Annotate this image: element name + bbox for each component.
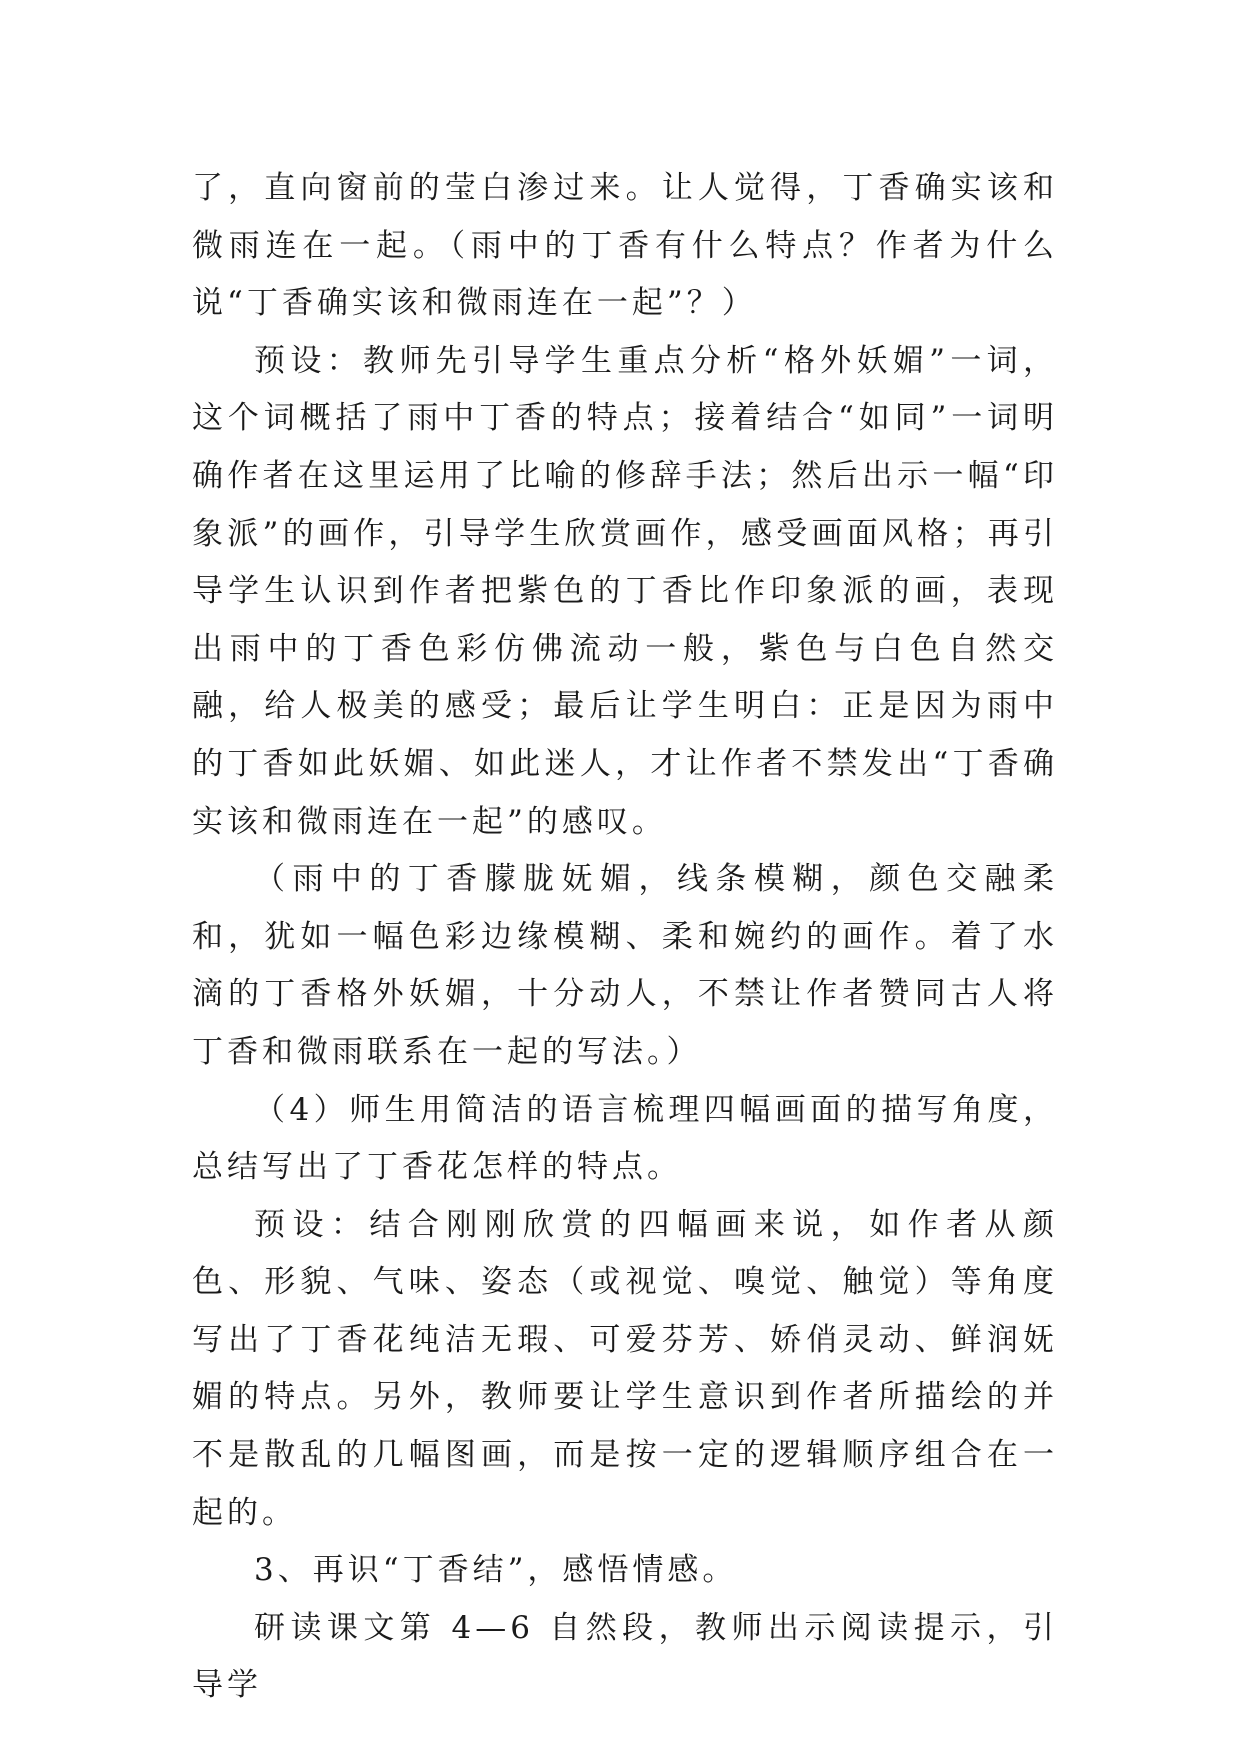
paragraph-6: 3、再识“丁香结”，感悟情感。 bbox=[254, 1552, 738, 1589]
paragraph-2: 预设：教师先引导学生重点分析“格外妖媚”一词，这个词概括了雨中丁香的特点；接着结合“如同”一词明确作者在这里运用了比喻的修辞手法；然后出示一幅“印象派”的画作，引导学生欣赏画作，感受画面风格；再引导学生认识到作者把紫色的丁香比作印象派的画，表现出雨中的丁香色彩仿佛流动一般，紫色与白色自然交融，给人极美的感受；最后让学生明白：正是因为雨中的丁香如此妖媚、如此迷人，才让作者不禁发出“丁香确实该和微雨连在一起”的感叹。 bbox=[192, 342, 1058, 840]
document-body bbox=[192, 160, 1058, 1715]
paragraph-1: 了，直向窗前的莹白渗过来。让人觉得，丁香确实该和微雨连在一起。（雨中的丁香有什么特点？作者为什么说“丁香确实该和微雨连在一起”？） bbox=[192, 170, 1058, 322]
paragraph-5: 预设：结合刚刚欣赏的四幅画来说，如作者从颜色、形貌、气味、姿态（或视觉、嗅觉、触觉）等角度写出了丁香花纯洁无瑕、可爱芬芳、娇俏灵动、鲜润妩媚的特点。另外，教师要让学生意识到作者所描绘的并不是散乱的几幅图画，而是按一定的逻辑顺序组合在一起的。 bbox=[192, 1206, 1058, 1531]
paragraph-7: 研读课文第 4—6 自然段，教师出示阅读提示，引导学 bbox=[192, 1609, 1058, 1704]
paragraph-3: （雨中的丁香朦胧妩媚，线条模糊，颜色交融柔和，犹如一幅色彩边缘模糊、柔和婉约的画作。着了水滴的丁香格外妖媚，十分动人，不禁让作者赞同古人将丁香和微雨联系在一起的写法。） bbox=[192, 861, 1058, 1070]
paragraph-4: （4）师生用简洁的语言梳理四幅画面的描写角度，总结写出了丁香花怎样的特点。 bbox=[192, 1091, 1058, 1186]
